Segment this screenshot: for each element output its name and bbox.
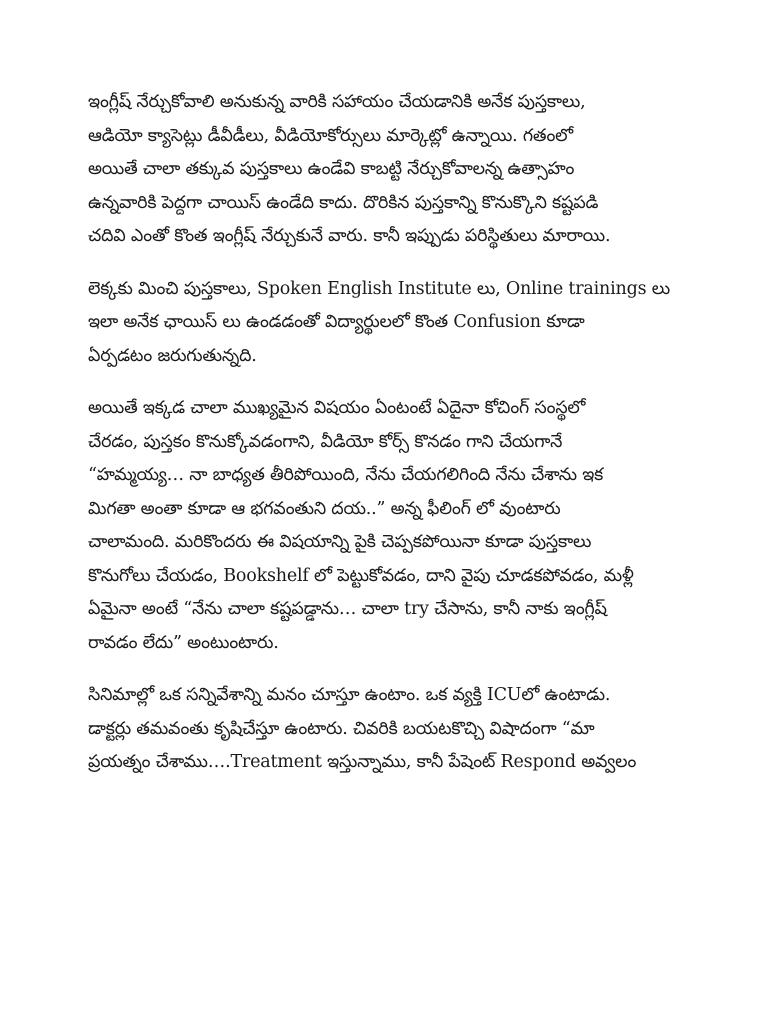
paragraph-1 (88, 86, 688, 254)
text-line: ప్రయత్నం చేశాము….Treatment ఇస్తున్నాము, కానీ పేషెంట్ Respond అవ్వలం (88, 752, 637, 772)
text-line: లెక్కకు మించి పుస్తకాలు, Spoken English Institute లు, Online trainings లు (88, 278, 671, 299)
text-line: రావడం లేదు” అంటుంటారు. (88, 632, 279, 653)
text-line: ఉన్నవారికి పెద్దగా చాయిస్ ఉండేది కాదు. దొరికిన పుస్తకాన్ని కొనుక్కొని కష్టపడి (88, 192, 599, 213)
text-line: చాలామంది. మరికొందరు ఈ విషయాన్ని పైకి చెప్పకపోయినా కూడా పుస్తకాలు (88, 532, 592, 552)
text-line: ఇలా అనేక ఛాయిస్ లు ఉండడంతో విద్యార్థులలో కొంత Confusion కూడా (88, 312, 585, 332)
paragraph-2 (88, 273, 688, 374)
text-line: చేరడం, పుస్తకం కొనుక్కోవడంగాని, వీడియో కోర్స్ కొనడం గాని చేయగానే (88, 431, 563, 452)
text-line: సినిమాల్లో ఒక సన్నివేశాన్ని మనం చూస్తూ ఉంటాం. ఒక వ్యక్తి ICUలో ఉంటాడు. (88, 685, 611, 705)
text-line: మిగతా అంతా కూడా ఆ భగవంతుని దయ..” అన్న ఫీలింగ్ లో వుంటారు (88, 498, 561, 519)
text-line: “హమ్మయ్య… నా బాధ్యత తీరిపోయింది, నేను చేయగలిగింది నేను చేశాను ఇక (88, 465, 604, 485)
text-line: అయితే చాలా తక్కువ పుస్తకాలు ఉండేవి కాబట్టి నేర్చుకోవాలన్న ఉత్సాహం (88, 159, 575, 179)
text-line: ఇంగ్లీష్ నేర్చుకోవాలి అనుకున్న వారికి సహాయం చేయడానికి అనేక పుస్తకాలు, (88, 92, 586, 112)
text-line: ఏర్పడటం జరుగుతున్నది. (88, 345, 257, 366)
text-line: డాక్టర్లు తమవంతు కృషిచేస్తూ ఉంటారు. చివరికి బయటకొచ్చి విషాదంగా “మా (88, 718, 595, 739)
paragraph-3 (88, 392, 688, 660)
paragraph-4 (88, 679, 688, 780)
text-line: కొనుగోలు చేయడం, Bookshelf లో పెట్టుకోవడం, దాని వైపు చూడకపోవడం, మళ్లీ (88, 565, 634, 586)
text-line: ఏమైనా అంటే “నేను చాలా కష్టపడ్డాను… చాలా try చేసాను, కానీ నాకు ఇంగ్లీష్ (88, 599, 607, 619)
text-line: అయితే ఇక్కడ చాలా ముఖ్యమైన విషయం ఏంటంటే ఏదైనా కోచింగ్ సంస్థలో (88, 398, 586, 418)
text-line: ఆడియో క్యాసెట్లు డీవీడీలు, వీడియోకోర్సులు మార్కెట్లో ఉన్నాయి. గతంలో (88, 125, 573, 146)
document-page (88, 86, 688, 799)
text-line: చదివి ఎంతో కొంత ఇంగ్లీష్ నేర్చుకునే వారు. కానీ ఇప్పుడు పరిస్థితులు మారాయి. (88, 226, 611, 246)
